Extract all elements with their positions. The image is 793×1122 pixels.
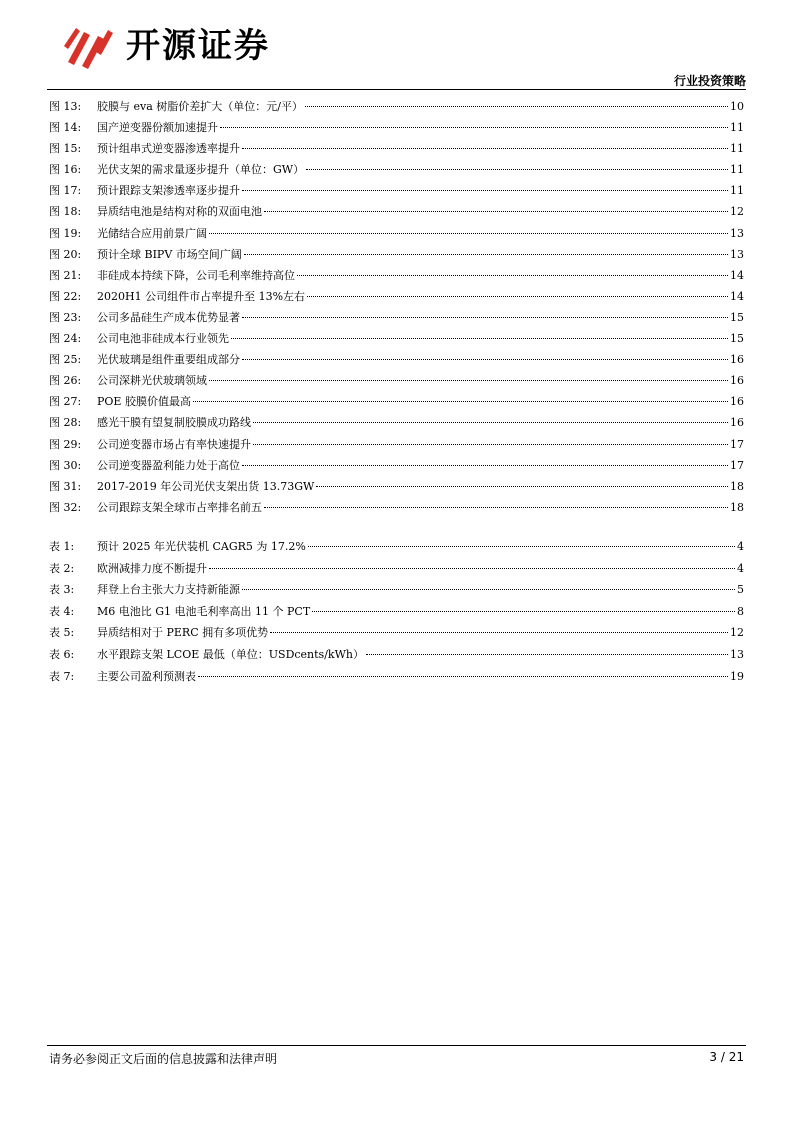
entry-number: 图 14: [49, 121, 82, 135]
entry-page-number: 13 [730, 247, 744, 261]
figure-entry[interactable] [49, 288, 744, 309]
entry-page-number: 15 [730, 332, 744, 346]
entry-title: 公司电池非硅成本行业领先 [97, 332, 229, 346]
entry-page-number: 11 [730, 142, 744, 156]
entry-number: 图 28: [49, 416, 82, 430]
footer-divider [47, 1045, 746, 1046]
entry-number: 图 30: [49, 458, 82, 472]
entry-number: 表 7: [49, 669, 75, 683]
dot-leader [306, 169, 728, 170]
figure-entry[interactable] [49, 246, 744, 267]
figure-entry[interactable] [49, 225, 744, 246]
entry-title: 2020H1 公司组件市占率提升至 13%左右 [97, 289, 306, 303]
entry-number: 表 2: [49, 561, 75, 575]
dot-leader [305, 106, 728, 107]
entry-title: 欧洲减排力度不断提升 [97, 561, 207, 575]
entry-page-number: 16 [730, 374, 744, 388]
entry-title: 公司逆变器市场占有率快速提升 [97, 437, 251, 451]
dot-leader [366, 654, 728, 655]
dot-leader [244, 254, 728, 255]
figure-entry[interactable] [49, 98, 744, 119]
entry-number: 图 16: [49, 163, 82, 177]
entry-title: 公司深耕光伏玻璃领域 [97, 374, 207, 388]
entry-number: 表 6: [49, 647, 75, 661]
figure-entry[interactable] [49, 330, 744, 351]
figure-entry[interactable] [49, 372, 744, 393]
figure-entry[interactable] [49, 414, 744, 435]
entry-title: 感光干膜有望复制胶膜成功路线 [97, 416, 251, 430]
footer-disclaimer: 请务必参阅正文后面的信息披露和法律声明 [49, 1052, 278, 1066]
dot-leader [316, 486, 728, 487]
entry-page-number: 8 [737, 604, 744, 618]
dot-leader [264, 507, 728, 508]
figure-entry[interactable] [49, 203, 744, 224]
entry-number: 图 31: [49, 479, 82, 493]
figure-entry[interactable] [49, 478, 744, 499]
entry-title: 主要公司盈利预测表 [97, 669, 196, 683]
report-type-label: 行业投资策略 [673, 74, 746, 88]
entry-title: 异质结相对于 PERC 拥有多项优势 [97, 626, 269, 640]
header-divider [47, 89, 746, 90]
figure-entry[interactable] [49, 499, 744, 520]
entry-number: 图 13: [49, 100, 82, 113]
entry-title: 光伏支架的需求量逐步提升（单位：GW） [97, 163, 305, 177]
dot-leader [297, 275, 728, 276]
entry-title: 预计跟踪支架渗透率逐步提升 [97, 184, 240, 198]
figure-entry[interactable] [49, 309, 744, 330]
figure-index [49, 98, 744, 520]
table-entry[interactable] [49, 581, 744, 603]
entry-page-number: 12 [730, 626, 744, 640]
entry-title: 2017-2019 年公司光伏支架出货 13.73GW [97, 479, 315, 493]
entry-title: 光伏玻璃是组件重要组成部分 [97, 353, 240, 367]
figure-entry[interactable] [49, 351, 744, 372]
dot-leader [209, 380, 728, 381]
entry-page-number: 14 [730, 289, 744, 303]
table-entry[interactable] [49, 560, 744, 582]
dot-leader [312, 611, 735, 612]
dot-leader [209, 233, 728, 234]
entry-page-number: 11 [730, 163, 744, 177]
page-number: 3 / 21 [709, 1050, 744, 1064]
entry-page-number: 14 [730, 268, 744, 282]
entry-page-number: 17 [730, 437, 744, 451]
dot-leader [242, 589, 735, 590]
entry-number: 表 5: [49, 626, 75, 640]
entry-number: 图 26: [49, 374, 82, 388]
entry-number: 表 1: [49, 540, 75, 553]
entry-number: 图 25: [49, 353, 82, 367]
dot-leader [242, 190, 728, 191]
entry-page-number: 16 [730, 395, 744, 409]
entry-number: 图 32: [49, 500, 82, 514]
entry-page-number: 13 [730, 647, 744, 661]
entry-number: 图 27: [49, 395, 82, 409]
logo-text: 开源证券 [126, 26, 270, 66]
entry-title: 胶膜与 eva 树脂价差扩大（单位：元/平） [97, 100, 303, 113]
entry-title: 非硅成本持续下降，公司毛利率维持高位 [97, 268, 295, 282]
figure-entry[interactable] [49, 119, 744, 140]
entry-number: 表 3: [49, 583, 75, 597]
entry-title: 预计全球 BIPV 市场空间广阔 [97, 247, 242, 261]
logo-mark-icon [62, 22, 118, 72]
dot-leader [242, 465, 728, 466]
entry-page-number: 16 [730, 353, 744, 367]
entry-number: 图 19: [49, 226, 82, 240]
table-index [49, 538, 744, 689]
figure-entry[interactable] [49, 457, 744, 478]
figure-entry[interactable] [49, 267, 744, 288]
entry-number: 图 22: [49, 289, 82, 303]
entry-title: 预计组串式逆变器渗透率提升 [97, 142, 240, 156]
entry-page-number: 19 [730, 669, 744, 683]
entry-number: 图 20: [49, 247, 82, 261]
entry-title: POE 胶膜价值最高 [97, 395, 191, 409]
entry-page-number: 16 [730, 416, 744, 430]
dot-leader [253, 444, 728, 445]
entry-title: M6 电池比 G1 电池毛利率高出 11 个 PCT [97, 604, 311, 618]
entry-number: 表 4: [49, 604, 75, 618]
figure-entry[interactable] [49, 393, 744, 414]
dot-leader [307, 296, 728, 297]
figure-entry[interactable] [49, 436, 744, 457]
entry-title: 预计 2025 年光伏装机 CAGR5 为 17.2% [97, 540, 306, 553]
entry-number: 图 29: [49, 437, 82, 451]
entry-title: 公司多晶硅生产成本优势显著 [97, 310, 240, 324]
entry-number: 图 23: [49, 310, 82, 324]
dot-leader [242, 148, 728, 149]
figure-entry[interactable] [49, 182, 744, 203]
dot-leader [220, 127, 728, 128]
entry-title: 水平跟踪支架 LCOE 最低（单位：USDcents/kWh） [97, 647, 364, 661]
entry-title: 异质结电池是结构对称的双面电池 [97, 205, 262, 219]
dot-leader [209, 568, 735, 569]
dot-leader [270, 632, 728, 633]
figure-entry[interactable] [49, 140, 744, 161]
entry-title: 光储结合应用前景广阔 [97, 226, 207, 240]
entry-page-number: 17 [730, 458, 744, 472]
entry-page-number: 11 [730, 121, 744, 135]
entry-page-number: 12 [730, 205, 744, 219]
dot-leader [242, 317, 728, 318]
entry-page-number: 18 [730, 500, 744, 514]
dot-leader [198, 676, 728, 677]
dot-leader [242, 359, 728, 360]
entry-page-number: 4 [737, 561, 744, 575]
entry-page-number: 11 [730, 184, 744, 198]
table-entry[interactable] [49, 624, 744, 646]
entry-page-number: 5 [737, 583, 744, 597]
table-entry[interactable] [49, 646, 744, 668]
table-entry[interactable] [49, 668, 744, 690]
table-entry[interactable] [49, 603, 744, 625]
entry-page-number: 15 [730, 310, 744, 324]
table-entry[interactable] [49, 538, 744, 560]
figure-entry[interactable] [49, 161, 744, 182]
dot-leader [193, 401, 728, 402]
entry-title: 公司逆变器盈利能力处于高位 [97, 458, 240, 472]
entry-number: 图 18: [49, 205, 82, 219]
entry-page-number: 18 [730, 479, 744, 493]
dot-leader [231, 338, 728, 339]
entry-number: 图 17: [49, 184, 82, 198]
entry-number: 图 24: [49, 332, 82, 346]
entry-title: 公司跟踪支架全球市占率排名前五 [97, 500, 262, 514]
dot-leader [308, 546, 735, 547]
entry-page-number: 4 [737, 540, 744, 553]
entry-number: 图 15: [49, 142, 82, 156]
company-logo [62, 22, 302, 72]
page-header [0, 0, 793, 92]
entry-page-number: 13 [730, 226, 744, 240]
dot-leader [253, 422, 728, 423]
entry-page-number: 10 [730, 100, 744, 113]
entry-title: 拜登上台主张大力支持新能源 [97, 583, 240, 597]
dot-leader [264, 211, 728, 212]
entry-number: 图 21: [49, 268, 82, 282]
entry-title: 国产逆变器份额加速提升 [97, 121, 218, 135]
